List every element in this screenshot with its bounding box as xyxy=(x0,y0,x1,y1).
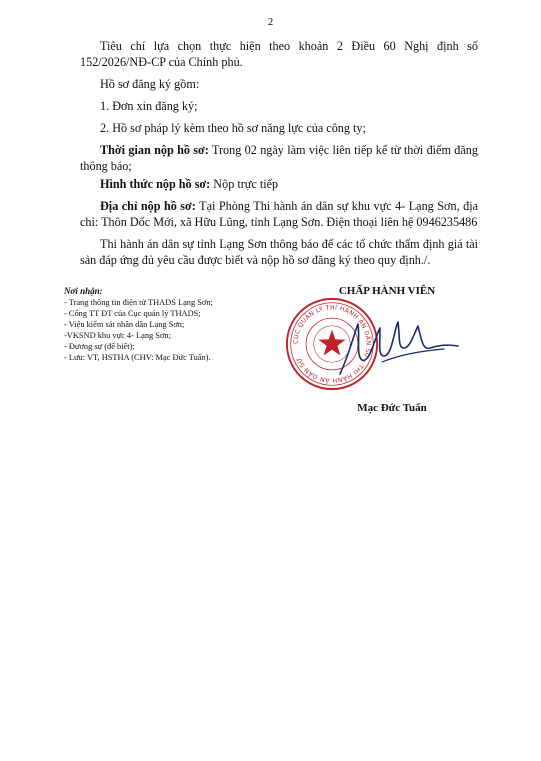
submission-form-text: Nộp trực tiếp xyxy=(210,177,279,191)
signer-title: CHẤP HÀNH VIÊN xyxy=(338,285,436,297)
submission-time xyxy=(80,142,478,174)
recipients-block xyxy=(64,286,284,363)
recipient-item: - Viện kiểm sát nhân dân Lạng Sơn; xyxy=(64,320,185,329)
dossier-item-1: 1. Đơn xin đăng ký; xyxy=(100,99,198,113)
dossier-item-2: 2. Hồ sơ pháp lý kèm theo hồ sơ năng lực của công ty; xyxy=(100,121,366,135)
handwritten-signature-icon xyxy=(322,304,462,384)
recipients-header: Nơi nhận: xyxy=(64,286,103,296)
signer-name: Mạc Đức Tuấn xyxy=(357,402,427,414)
dossier-intro: Hồ sơ đăng ký gồm: xyxy=(100,77,200,91)
recipient-item: - Đương sự (để biết); xyxy=(64,342,135,351)
submission-address-text: Tại Phòng Thi hành án dân sự khu vực 4- Lạng Sơn, địa chỉ: Thôn Dốc Mới, xã Hữu Lũng, tỉnh Lạng Sơn. Điện thoại liên hệ 0946235486 xyxy=(80,199,478,229)
submission-time-label: Thời gian nộp hồ sơ: xyxy=(100,143,209,157)
submission-address xyxy=(80,198,478,230)
recipient-item: -VKSND khu vực 4- Lạng Sơn; xyxy=(64,331,171,340)
document-body xyxy=(80,38,478,274)
closing-paragraph: Thi hành án dân sự tỉnh Lạng Sơn thông báo để các tổ chức thẩm định giá tài sản đáp ứng đủ yêu cầu được biết và nộp hồ sơ đăng ký theo quy định./. xyxy=(80,237,478,267)
criteria-paragraph: Tiêu chí lựa chọn thực hiện theo khoản 2 Điều 60 Nghị định số 152/2026/NĐ-CP của Chính phủ. xyxy=(80,39,478,69)
submission-form xyxy=(80,176,478,192)
submission-form-label: Hình thức nộp hồ sơ: xyxy=(100,177,211,191)
recipient-item: - Cổng TT ĐT của Cục quản lý THADS; xyxy=(64,309,201,318)
submission-time-text: Trong 02 ngày làm việc liên tiếp kể từ thời điểm đăng thông báo; xyxy=(80,143,478,173)
recipient-item: - Trang thông tin điện tử THADS Lạng Sơn; xyxy=(64,298,213,307)
seal-text: CỤC QUẢN LÝ THI HÀNH ÁN DÂN SỰ · THI HÀNH ÁN DÂN SỰ xyxy=(292,304,372,384)
page-number: 2 xyxy=(267,16,274,28)
recipient-item: - Lưu: VT, HSTHA (CHV: Mạc Đức Tuấn). xyxy=(64,353,211,362)
submission-address-label: Địa chỉ nộp hồ sơ: xyxy=(100,199,196,213)
